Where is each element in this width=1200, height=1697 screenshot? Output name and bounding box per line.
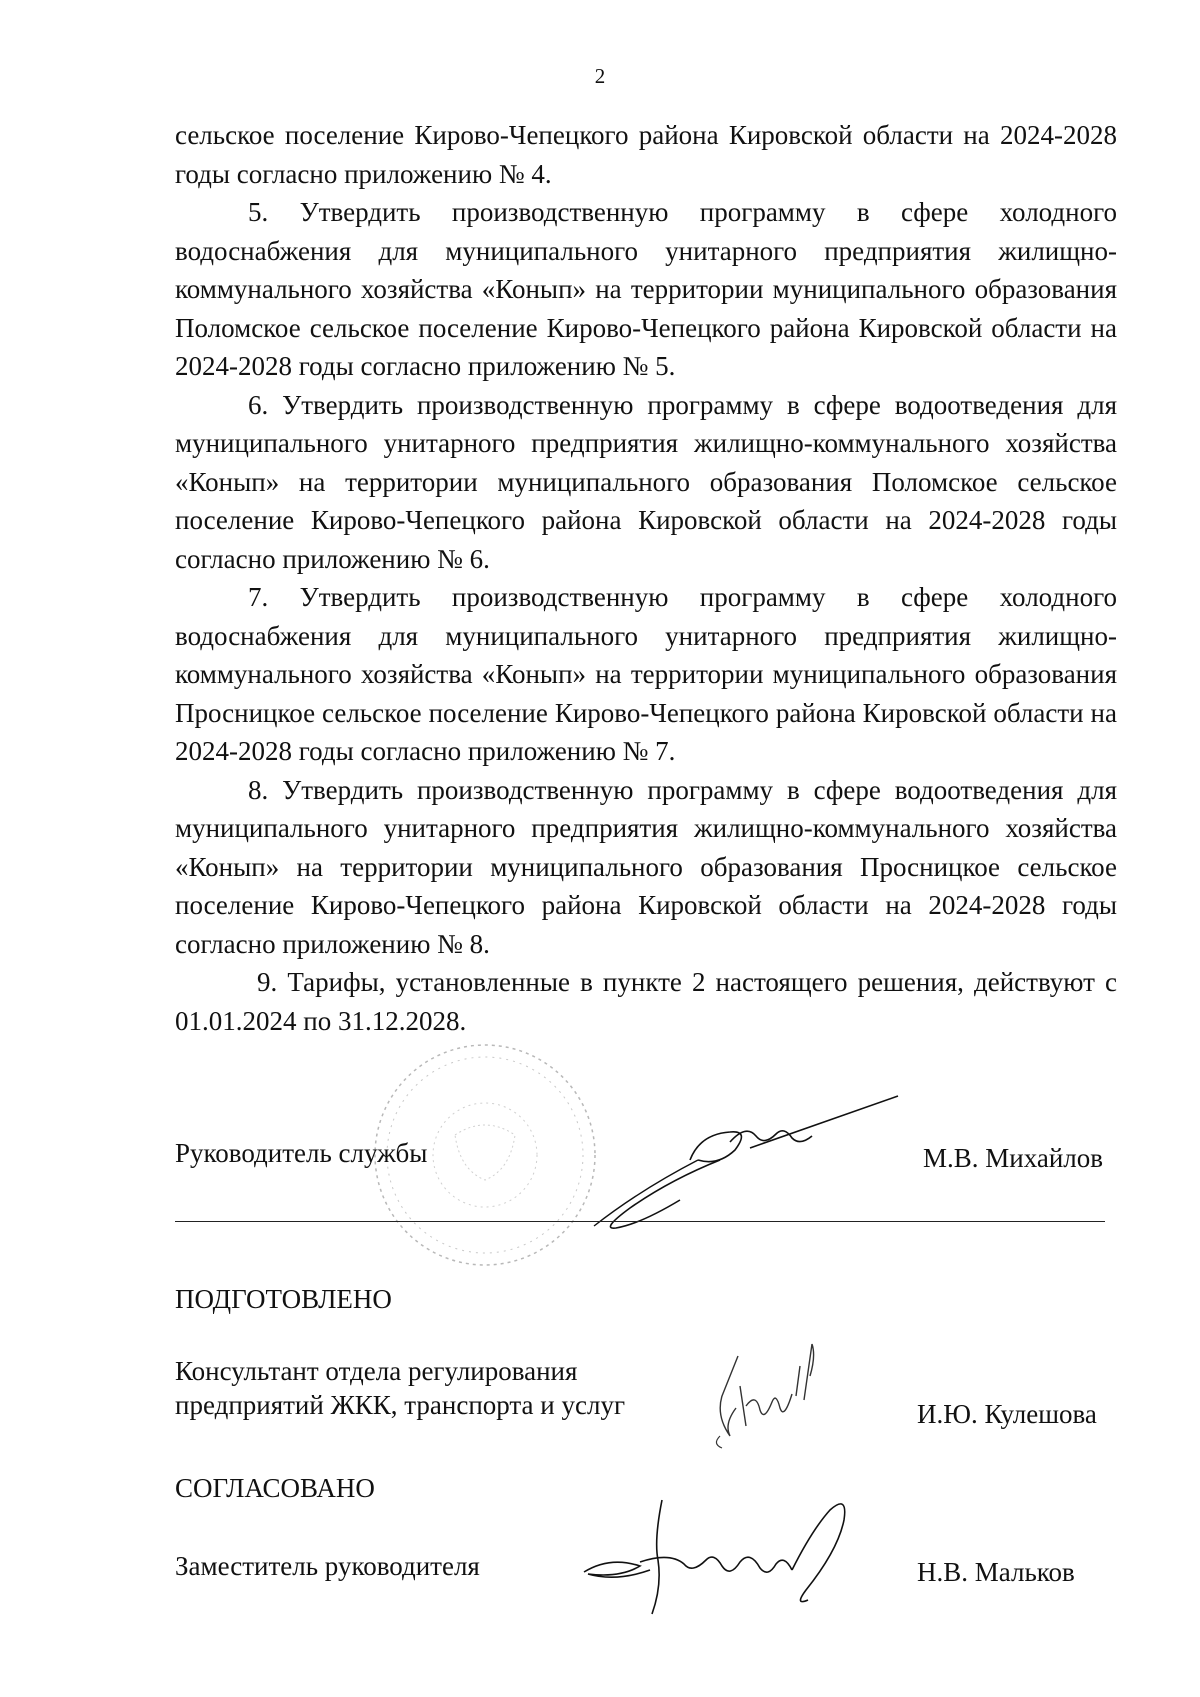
prepared-position-line1: Консультант отдела регулирования (175, 1356, 578, 1386)
prepared-name: И.Ю. Кулешова (917, 1399, 1097, 1429)
paragraph-item-9: 9. Тарифы, установленные в пункте 2 настоящего решения, действуют с 01.01.2024 по 31.12.2028. (175, 967, 1117, 1036)
paragraph-continuation: сельское поселение Кирово-Чепецкого района Кировской области на 2024-2028 годы согласно приложению № 4. (175, 120, 1117, 189)
agreed-position-label: Заместитель руководителя (175, 1551, 480, 1581)
signature-divider-line (175, 1221, 1105, 1222)
page-number: 2 (594, 64, 606, 88)
prepared-signature (700, 1336, 830, 1456)
head-position-label: Руководитель службы (175, 1138, 428, 1168)
head-name: М.В. Михайлов (923, 1143, 1104, 1173)
document-body (175, 116, 1117, 1040)
paragraph-item-6: 6. Утвердить производственную программу в сфере водоотведения для муниципального унитарного предприятия жилищно-коммунального хозяйства «Конып» на территории муниципального образования Поломское сельское поселение Кирово-Чепецкого района Кировской области на 2024-2028 годы согласно приложению № 6. (175, 389, 1117, 574)
agreed-label: СОГЛАСОВАНО (175, 1473, 375, 1503)
prepared-position-line2: предприятий ЖКК, транспорта и услуг (175, 1390, 626, 1420)
prepared-label: ПОДГОТОВЛЕНО (175, 1284, 392, 1314)
paragraph-item-5: 5. Утвердить производственную программу в сфере холодного водоснабжения для муниципального унитарного предприятия жилищно-коммунального хозяйства «Конып» на территории муниципального образования Поломское сельское поселение Кирово-Чепецкого района Кировской области на 2024-2028 годы согласно приложению № 5. (175, 197, 1117, 381)
paragraph-item-8: 8. Утвердить производственную программу в сфере водоотведения для муниципального унитарного предприятия жилищно-коммунального хозяйства «Конып» на территории муниципального образования Просницкое сельское поселение Кирово-Чепецкого района Кировской области на 2024-2028 годы согласно приложению № 8. (175, 774, 1117, 959)
paragraph-item-7: 7. Утвердить производственную программу в сфере холодного водоснабжения для муниципального унитарного предприятия жилищно-коммунального хозяйства «Конып» на территории муниципального образования Просницкое сельское поселение Кирово-Чепецкого района Кировской области на 2024-2028 годы согласно приложению № 7. (175, 582, 1117, 766)
agreed-signature (580, 1490, 880, 1620)
head-signature (580, 1090, 910, 1240)
agreed-name: Н.В. Мальков (917, 1557, 1075, 1587)
